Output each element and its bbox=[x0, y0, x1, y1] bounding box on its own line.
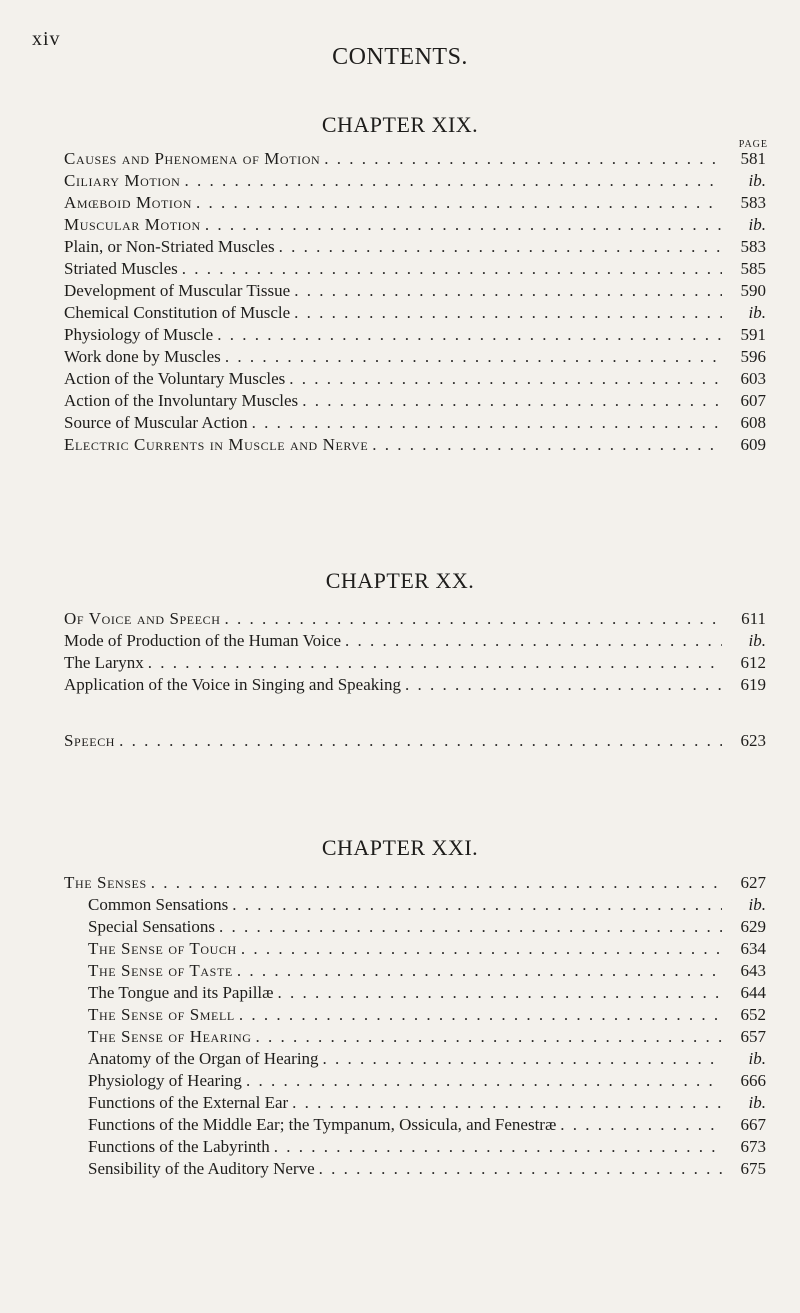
dot-leader bbox=[294, 280, 722, 302]
toc-entry-title: The Sense of Hearing bbox=[88, 1027, 252, 1046]
running-title: CONTENTS. bbox=[332, 44, 468, 70]
dot-leader bbox=[225, 346, 722, 368]
chapter-heading: CHAPTER XX. bbox=[325, 568, 475, 593]
dot-leader bbox=[241, 938, 722, 960]
dot-leader bbox=[239, 1004, 722, 1026]
toc-entry-page: 652 bbox=[740, 1005, 766, 1024]
dot-leader bbox=[324, 148, 722, 170]
dot-leader bbox=[345, 630, 722, 652]
toc-entry-title: Chemical Constitution of Muscle bbox=[64, 303, 291, 322]
chapter-heading: CHAPTER XIX. bbox=[321, 112, 479, 137]
toc-entry[interactable] bbox=[88, 1048, 766, 1070]
toc-entry-title: Source of Muscular Action bbox=[64, 413, 248, 432]
dot-leader bbox=[196, 192, 722, 214]
chapter-heading: CHAPTER XXI. bbox=[321, 835, 479, 860]
toc-entry-title: Plain, or Non-Striated Muscles bbox=[64, 237, 275, 256]
dot-leader bbox=[302, 390, 722, 412]
dot-leader bbox=[151, 872, 722, 894]
page-number: xiv bbox=[32, 28, 61, 50]
dot-leader bbox=[294, 302, 722, 324]
toc-entry[interactable] bbox=[88, 894, 766, 916]
dot-leader bbox=[184, 170, 722, 192]
dot-leader bbox=[274, 1136, 722, 1158]
toc-entry[interactable] bbox=[64, 214, 766, 236]
toc-entry-page: 675 bbox=[740, 1159, 766, 1178]
toc-entry-page: 643 bbox=[740, 961, 766, 980]
toc-entry-page: 583 bbox=[740, 193, 766, 212]
toc-entry-title: Striated Muscles bbox=[64, 259, 178, 278]
toc-entry-page: 634 bbox=[740, 939, 766, 958]
toc-entry[interactable] bbox=[88, 1092, 766, 1114]
toc-entry-page: 590 bbox=[740, 281, 766, 300]
toc-entry-page: ib. bbox=[748, 895, 766, 914]
toc-entry-title: Functions of the External Ear bbox=[88, 1093, 289, 1112]
toc-entry-page: 603 bbox=[740, 369, 766, 388]
toc-entry-page: 583 bbox=[740, 237, 766, 256]
toc-entry-title: Special Sensations bbox=[88, 917, 216, 936]
toc-entry-page: ib. bbox=[748, 171, 766, 190]
dot-leader bbox=[277, 982, 722, 1004]
toc-entry-page: 644 bbox=[740, 983, 766, 1002]
toc-entry[interactable] bbox=[64, 148, 766, 170]
toc-entry[interactable] bbox=[64, 872, 766, 894]
toc-entry[interactable] bbox=[88, 1070, 766, 1092]
toc-entry[interactable] bbox=[88, 1136, 766, 1158]
toc-entry-title: The Larynx bbox=[64, 653, 144, 672]
toc-entry[interactable] bbox=[64, 170, 766, 192]
toc-entry-title: Sensibility of the Auditory Nerve bbox=[88, 1159, 315, 1178]
toc-entry-page: ib. bbox=[748, 215, 766, 234]
dot-leader bbox=[119, 730, 722, 752]
toc-entry-title: Common Sensations bbox=[88, 895, 229, 914]
dot-leader bbox=[256, 1026, 722, 1048]
toc-entry[interactable] bbox=[88, 1026, 766, 1048]
toc-entry-page: 619 bbox=[740, 675, 766, 694]
toc-entry-title: Electric Currents in Muscle and Nerve bbox=[64, 435, 369, 454]
dot-leader bbox=[232, 894, 722, 916]
toc-entry-title: Anatomy of the Organ of Hearing bbox=[88, 1049, 319, 1068]
toc-entry[interactable] bbox=[64, 434, 766, 456]
toc-entry-title: Mode of Production of the Human Voice bbox=[64, 631, 341, 650]
page-column-label: PAGE bbox=[738, 139, 768, 150]
toc-entry-title: Amœboid Motion bbox=[64, 193, 193, 212]
toc-entry[interactable] bbox=[88, 916, 766, 938]
toc-entry[interactable] bbox=[88, 1004, 766, 1026]
toc-entry-page: 657 bbox=[740, 1027, 766, 1046]
dot-leader bbox=[560, 1114, 722, 1136]
dot-leader bbox=[246, 1070, 722, 1092]
dot-leader bbox=[217, 324, 722, 346]
toc-entry-title: Functions of the Labyrinth bbox=[88, 1137, 270, 1156]
toc-entry[interactable] bbox=[64, 302, 766, 324]
toc-entry-title: Application of the Voice in Singing and Speaking bbox=[64, 675, 401, 694]
dot-leader bbox=[289, 368, 722, 390]
toc-entry[interactable] bbox=[64, 192, 766, 214]
toc-entry-title: Work done by Muscles bbox=[64, 347, 221, 366]
toc-entry-title: Action of the Involuntary Muscles bbox=[64, 391, 299, 410]
dot-leader bbox=[405, 674, 722, 696]
toc-entry-page: 673 bbox=[740, 1137, 766, 1156]
toc-entry-page: 608 bbox=[740, 413, 766, 432]
toc-entry-page: 591 bbox=[740, 325, 766, 344]
toc-entry-page: ib. bbox=[748, 1049, 766, 1068]
toc-entry[interactable] bbox=[64, 630, 766, 652]
toc-entry[interactable] bbox=[64, 258, 766, 280]
toc-entry-page: 585 bbox=[740, 259, 766, 278]
toc-entry[interactable] bbox=[88, 1158, 766, 1180]
toc-entry-title: Of Voice and Speech bbox=[64, 609, 221, 628]
toc-entry-title: Speech bbox=[64, 731, 116, 750]
dot-leader bbox=[292, 1092, 722, 1114]
dot-leader bbox=[225, 608, 722, 630]
toc-entry[interactable] bbox=[64, 236, 766, 258]
toc-entry-title: Ciliary Motion bbox=[64, 171, 181, 190]
toc-entry-title: Muscular Motion bbox=[64, 215, 201, 234]
toc-entry-page: 666 bbox=[740, 1071, 766, 1090]
toc-entry[interactable] bbox=[64, 368, 766, 390]
toc-entry-title: The Sense of Touch bbox=[88, 939, 237, 958]
dot-leader bbox=[319, 1158, 722, 1180]
toc-entry-page: 611 bbox=[741, 609, 766, 628]
toc-entry-page: ib. bbox=[748, 631, 766, 650]
toc-entry[interactable] bbox=[88, 960, 766, 982]
toc-entry-title: Action of the Voluntary Muscles bbox=[64, 369, 286, 388]
toc-entry-page: 623 bbox=[740, 731, 766, 750]
dot-leader bbox=[182, 258, 722, 280]
toc-entry-title: Physiology of Hearing bbox=[88, 1071, 242, 1090]
toc-entry-page: 612 bbox=[740, 653, 766, 672]
toc-entry-page: 609 bbox=[740, 435, 766, 454]
toc-entry-title: Physiology of Muscle bbox=[64, 325, 214, 344]
toc-entry-page: 627 bbox=[740, 873, 766, 892]
toc-entry-page: ib. bbox=[748, 303, 766, 322]
toc-entry-page: 607 bbox=[740, 391, 766, 410]
toc-entry-page: 581 bbox=[740, 149, 766, 168]
toc-entry[interactable] bbox=[64, 390, 766, 412]
toc-entry[interactable] bbox=[88, 1114, 766, 1136]
toc-entry-page: 596 bbox=[740, 347, 766, 366]
toc-entry-page: 629 bbox=[740, 917, 766, 936]
toc-entry-title: The Tongue and its Papillæ bbox=[88, 983, 274, 1002]
toc-entry[interactable] bbox=[64, 324, 766, 346]
toc-entry[interactable] bbox=[64, 412, 766, 434]
toc-entry-title: The Sense of Taste bbox=[88, 961, 233, 980]
toc-entry[interactable] bbox=[64, 280, 766, 302]
toc-entry[interactable] bbox=[64, 674, 766, 696]
toc-entry[interactable] bbox=[64, 652, 766, 674]
toc-entry-page: 667 bbox=[740, 1115, 766, 1134]
dot-leader bbox=[219, 916, 722, 938]
toc-entry[interactable] bbox=[64, 608, 766, 630]
dot-leader bbox=[237, 960, 722, 982]
dot-leader bbox=[323, 1048, 722, 1070]
toc-entry-page: ib. bbox=[748, 1093, 766, 1112]
toc-entry-title: The Senses bbox=[64, 873, 147, 892]
dot-leader bbox=[205, 214, 722, 236]
toc-entry-title: Development of Muscular Tissue bbox=[64, 281, 291, 300]
toc-entry[interactable] bbox=[64, 730, 766, 752]
toc-entry-title: Causes and Phenomena of Motion bbox=[64, 149, 321, 168]
dot-leader bbox=[148, 652, 722, 674]
toc-entry[interactable] bbox=[88, 938, 766, 960]
toc-entry[interactable] bbox=[64, 346, 766, 368]
dot-leader bbox=[252, 412, 722, 434]
toc-entry-title: The Sense of Smell bbox=[88, 1005, 235, 1024]
toc-entry[interactable] bbox=[88, 982, 766, 1004]
dot-leader bbox=[372, 434, 722, 456]
toc-entry-title: Functions of the Middle Ear; the Tympanum, Ossicula, and Fenestræ bbox=[88, 1115, 557, 1134]
dot-leader bbox=[279, 236, 722, 258]
